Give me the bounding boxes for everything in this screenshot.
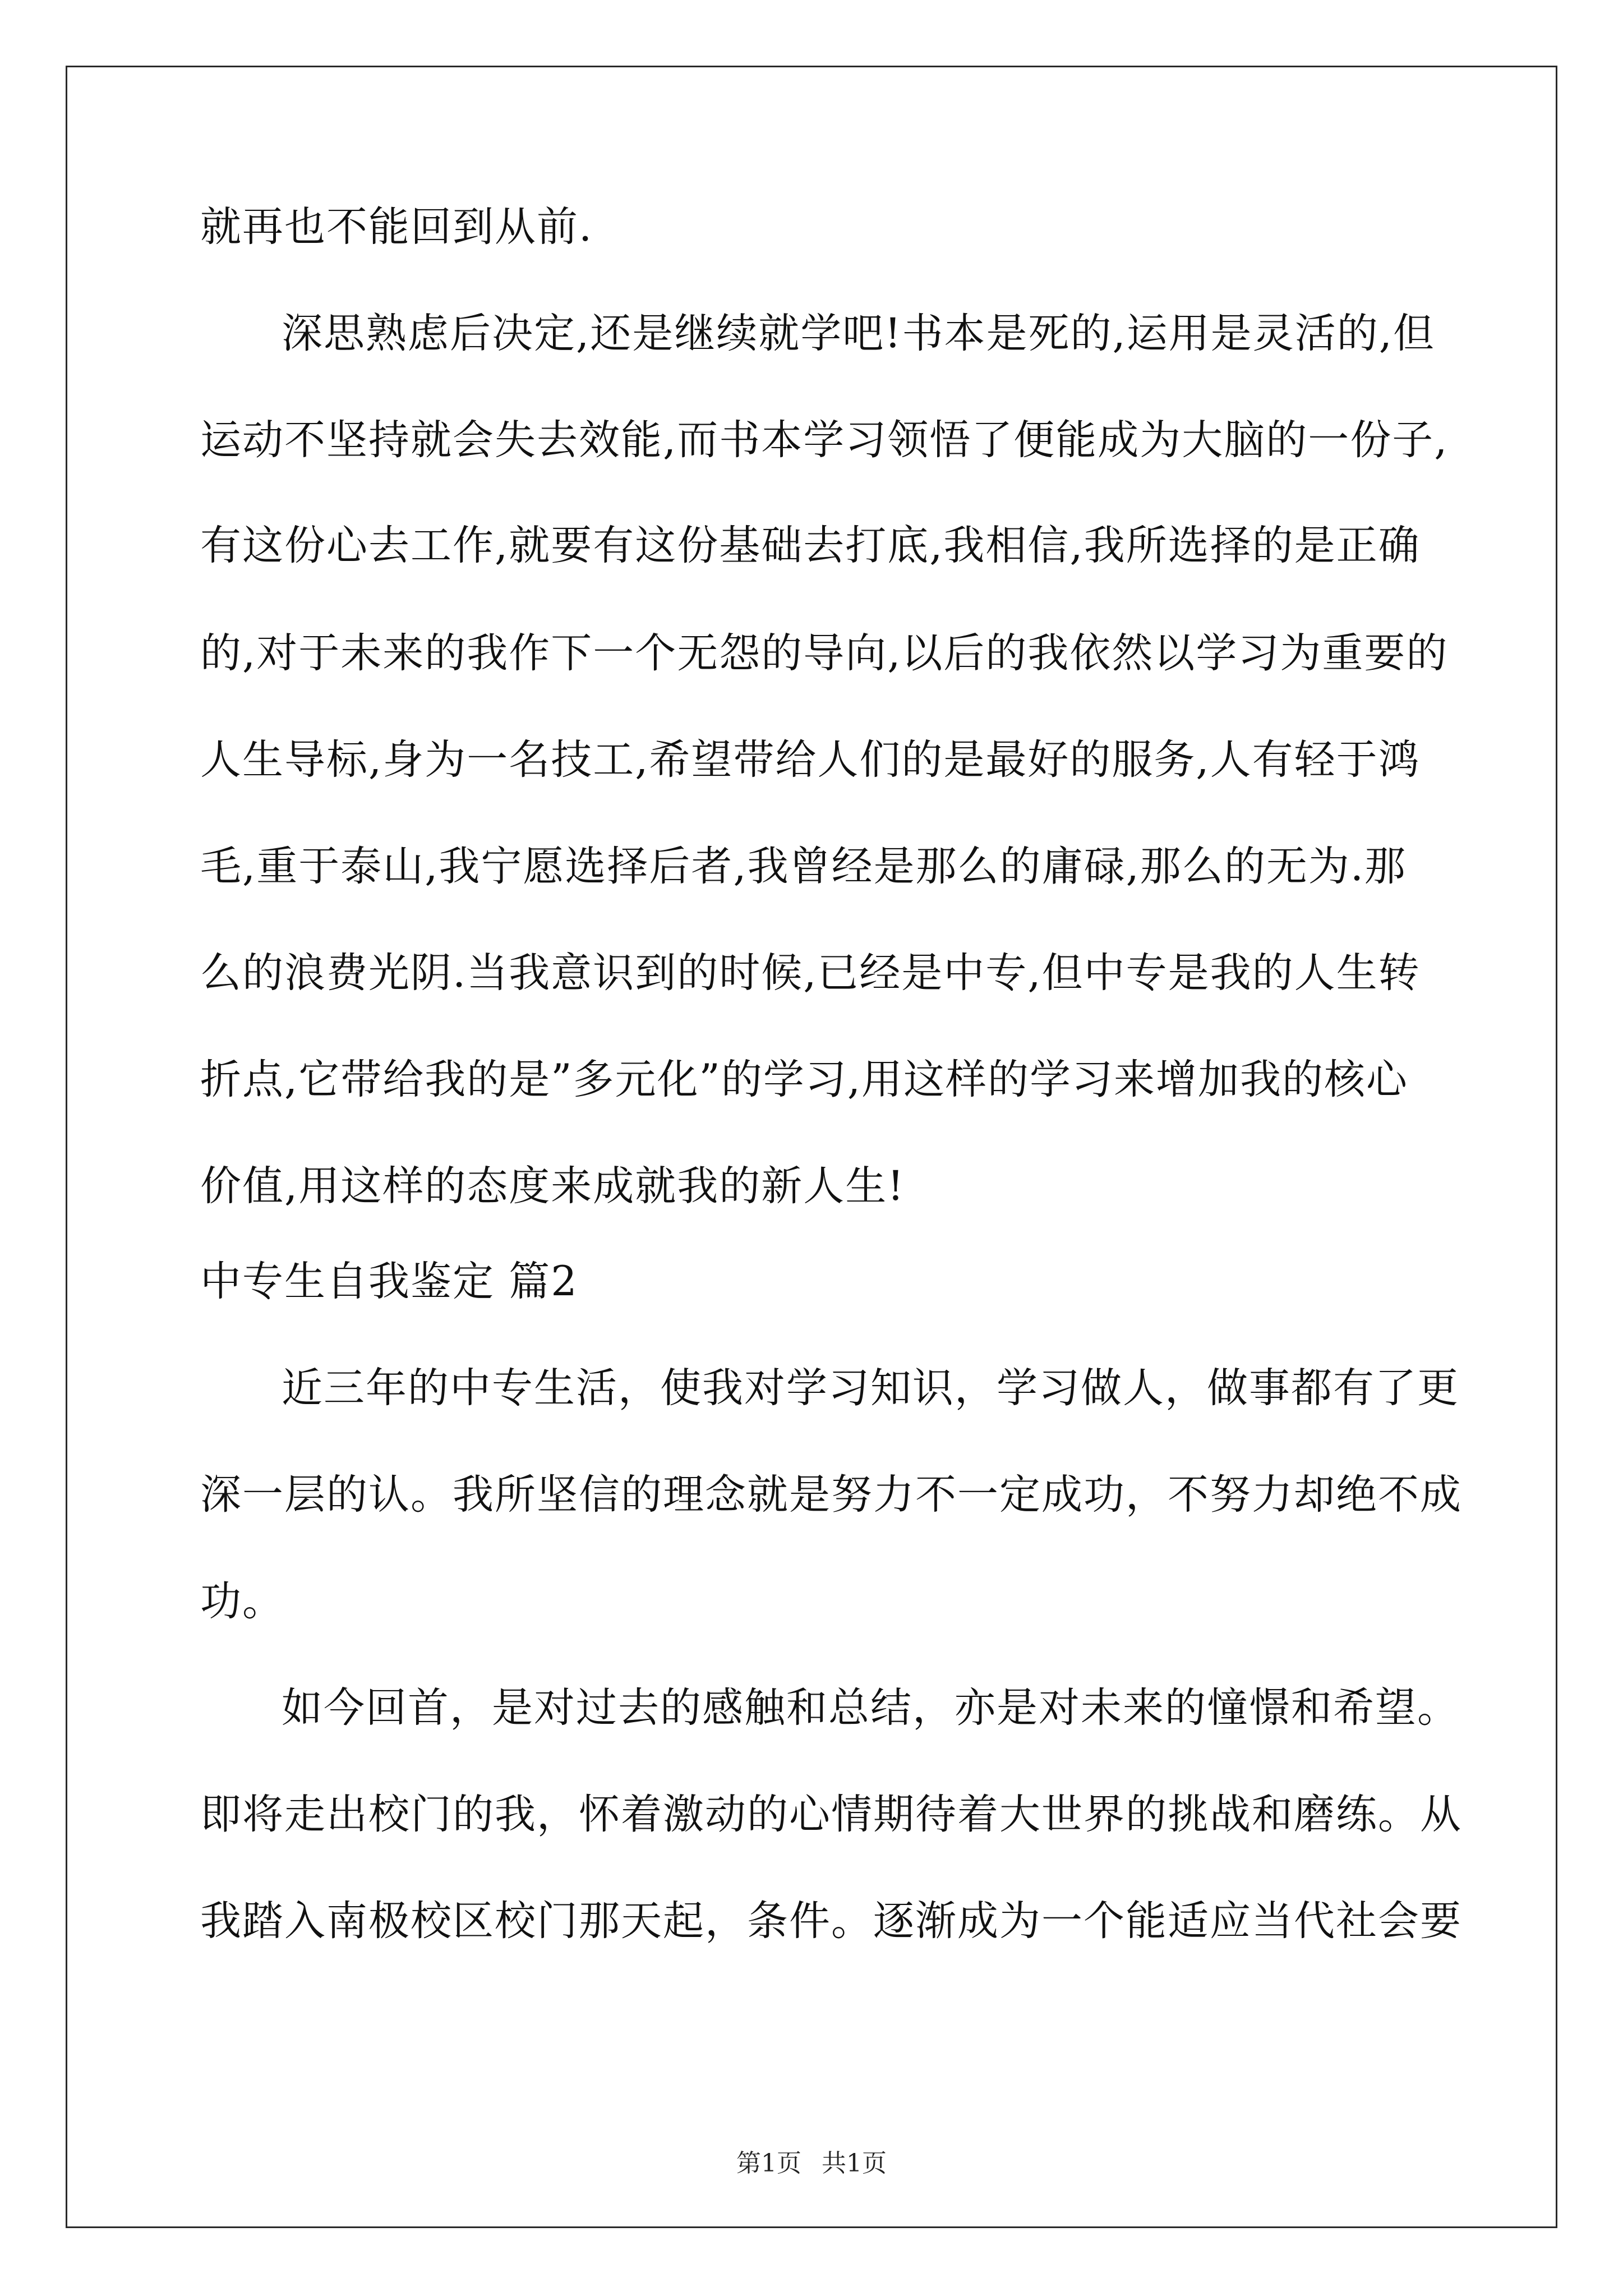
page-number: 第1页 — [736, 2149, 801, 2178]
text-line: 运动不坚持就会失去效能,而书本学习领悟了便能成为大脑的一份子, — [200, 416, 1449, 464]
section-heading: 中专生自我鉴定 篇2 — [200, 1258, 578, 1305]
paragraph-start-line: 如今回首，是对过去的感触和总结，亦是对未来的憧憬和希望。 — [282, 1684, 1459, 1732]
text-line: 深一层的认。我所坚信的理念就是努力不一定成功，不努力却绝不成 — [200, 1471, 1462, 1519]
text-line: 的,对于未来的我作下一个无怨的导向,以后的我依然以学习为重要的 — [200, 629, 1449, 677]
text-line: 即将走出校门的我，怀着激动的心情期待着大世界的挑战和磨练。从 — [200, 1791, 1462, 1838]
text-line: 人生导标,身为一名技工,希望带给人们的是最好的服务,人有轻于鸿 — [200, 736, 1421, 784]
paragraph-start-line: 近三年的中专生活，使我对学习知识，学习做人，做事都有了更 — [282, 1364, 1459, 1412]
text-line: 价值,用这样的态度来成就我的新人生! — [200, 1162, 905, 1210]
text-line: 功。 — [200, 1577, 284, 1625]
page-total: 共1页 — [822, 2149, 887, 2178]
text-line: 折点,它带给我的是”多元化”的学习,用这样的学习来增加我的核心 — [200, 1056, 1409, 1103]
text-line: 就再也不能回到从前. — [200, 203, 593, 251]
text-line: 么的浪费光阴.当我意识到的时候,已经是中专,但中专是我的人生转 — [200, 949, 1421, 997]
paragraph-start-line: 深思熟虑后决定,还是继续就学吧!书本是死的,运用是灵活的,但 — [282, 310, 1435, 357]
text-line: 我踏入南极校区校门那天起，条件。逐渐成为一个能适应当代社会要 — [200, 1897, 1462, 1945]
text-line: 有这份心去工作,就要有这份基础去打底,我相信,我所选择的是正确 — [200, 522, 1421, 569]
page-footer — [0, 2143, 1623, 2179]
text-line: 毛,重于泰山,我宁愿选择后者,我曾经是那么的庸碌,那么的无为.那 — [200, 843, 1407, 890]
